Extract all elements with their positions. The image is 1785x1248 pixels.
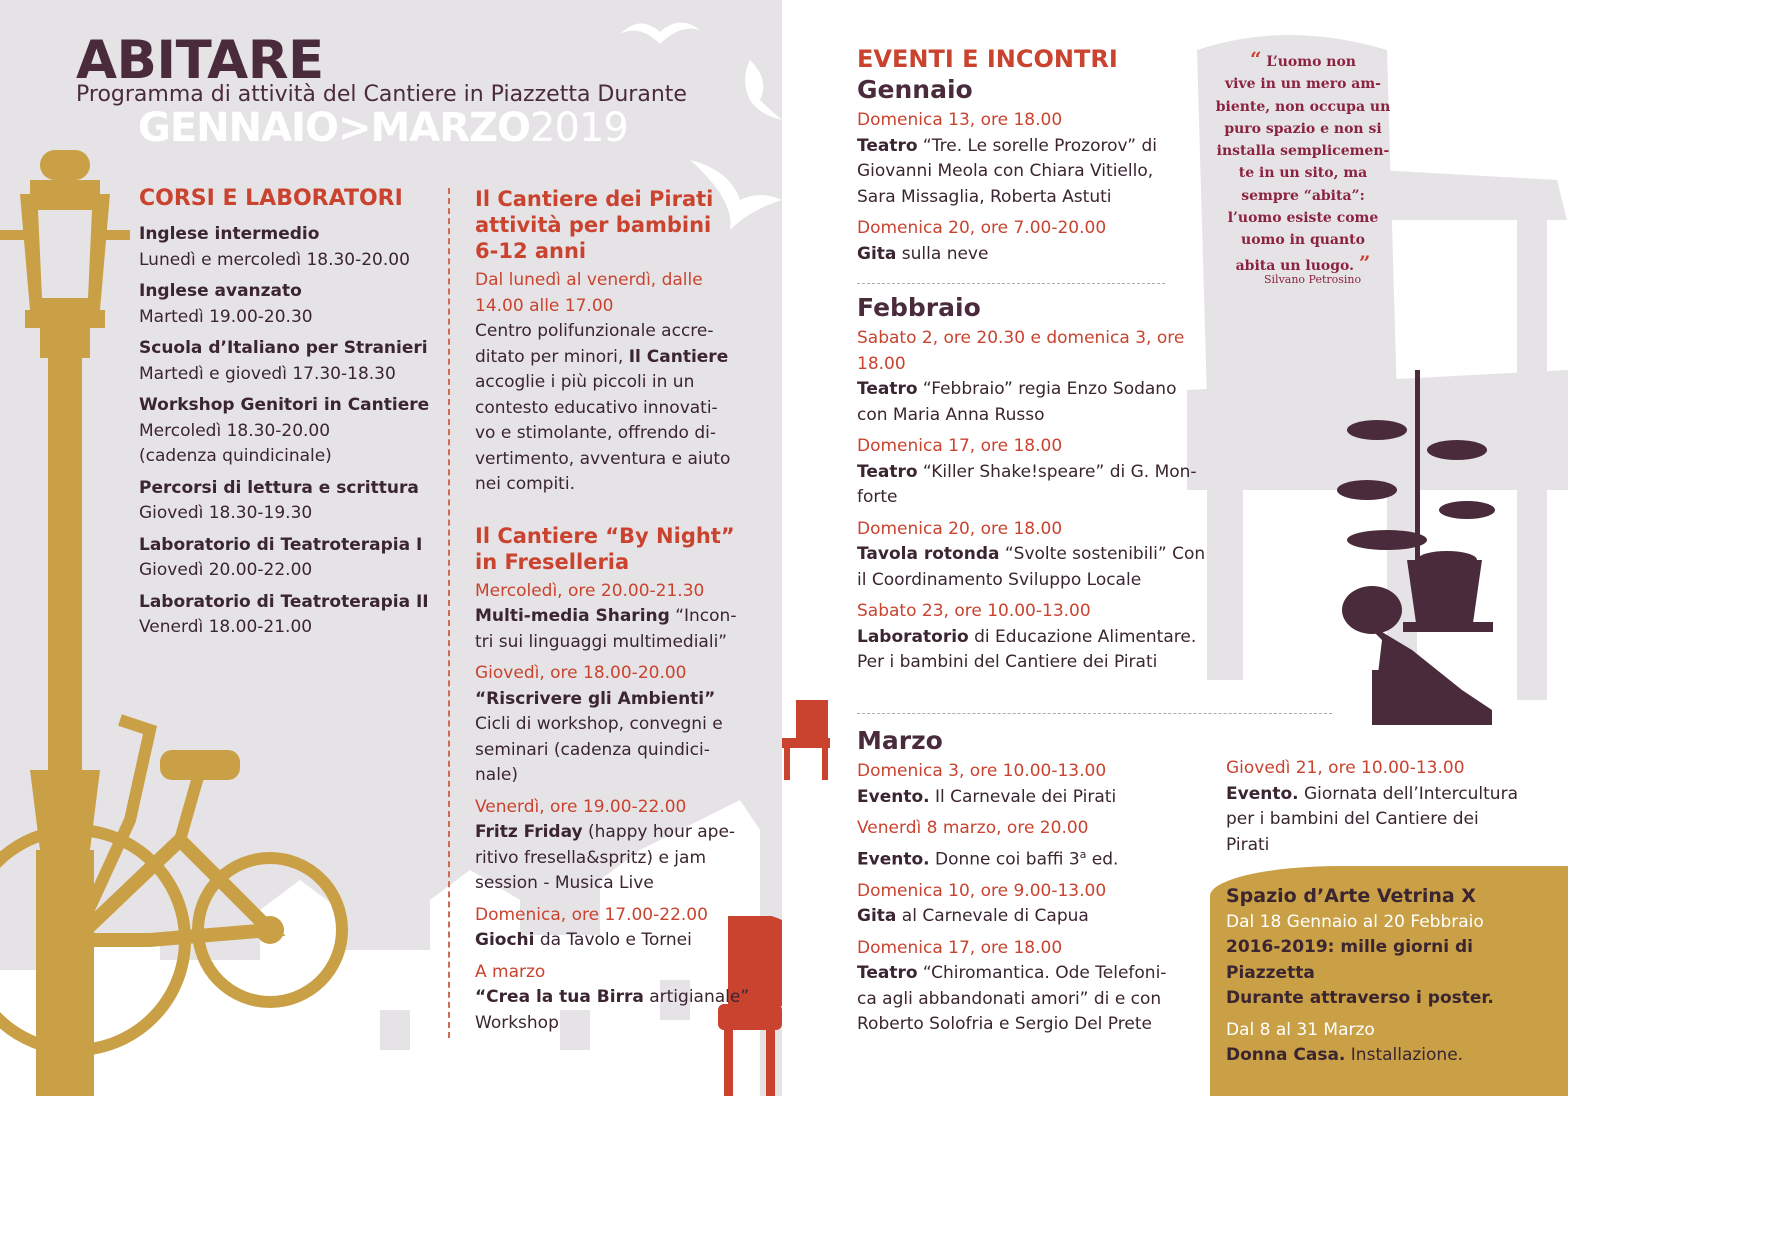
date-range-year: 2019 [530,105,628,151]
event-text: sulla neve [896,243,989,264]
event-when: Domenica 20, ore 7.00-20.00 [857,218,1107,238]
quote-text: L’uomo non [1266,54,1356,70]
course-item [139,476,439,527]
event-line: tri sui linguaggi multimediali” [475,631,728,652]
quote-line [1208,48,1398,73]
event-when: Giovedì, ore 18.00-20.00 [475,663,687,683]
month-title-febbraio: Febbraio [857,293,981,322]
art-exhibit-line [1226,1043,1561,1069]
course-item [139,279,439,330]
event-text: “Killer Shake!speare” di G. Mon- [917,461,1197,482]
event-text: da Tavolo e Tornei [534,930,692,950]
event-sup: a [1079,847,1087,861]
event-item [857,216,1207,267]
event-when: Domenica 10, ore 9.00-13.00 [857,880,1107,901]
course-time: Martedì 19.00-20.30 [139,306,313,327]
pirates-desc-line: vertimento, avventura e aiuto [475,448,731,469]
pirates-desc-line: nei compiti. [475,474,575,494]
bynight-event [475,661,775,789]
bynight-event [475,579,775,656]
event-item [857,517,1207,594]
event-line: per i bambini del Cantiere dei [1226,809,1479,829]
event-text: “Svolte sostenibili” Con [999,544,1206,564]
event-text: ed. [1086,849,1119,870]
event-item [857,816,1207,873]
event-text: (happy hour ape- [582,822,736,842]
event-line: il Coordinamento Sviluppo Locale [857,569,1142,590]
event-text: Il Carnevale dei Pirati [929,786,1117,807]
pirates-desc-line: Centro polifunzionale accre- [475,321,714,341]
event-line [1226,782,1556,808]
month-title-marzo: Marzo [857,726,943,755]
course-time: Giovedì 18.30-19.30 [139,503,313,523]
quote-author: Silvano Petrosino [1264,273,1362,286]
event-line [857,785,1207,811]
section-divider [857,713,1332,714]
pirates-when-line: 14.00 alle 17.00 [475,295,614,316]
event-title: Evento. [857,786,930,807]
date-range-months: GENNAIO>MARZO [138,105,531,151]
pirates-desc-bold: Il Cantiere [628,346,729,367]
event-title: Gita [857,906,897,927]
event-text: “Incon- [669,606,737,626]
quote-line: installa semplicemen- [1216,143,1390,160]
event-title: Teatro [857,135,918,156]
event-line: seminari (cadenza quindici- [475,739,710,760]
event-line: Giovanni Meola con Chiara Vitiello, [857,161,1154,181]
course-time: Venerdì 18.00-21.00 [139,617,313,637]
quote-block [1208,48,1398,277]
quote-close-mark: ” [1358,250,1371,275]
quote-line: biente, non occupa un [1215,98,1391,115]
event-line [857,542,1207,568]
course-name: Workshop Genitori in Cantiere [139,395,430,415]
course-time: Martedì e giovedì 17.30-18.30 [139,363,396,384]
event-when: Domenica 20, ore 18.00 [857,518,1063,539]
event-when: A marzo [475,961,546,982]
event-item [857,108,1207,210]
pirates-desc-line: contesto educativo innovati- [475,397,718,418]
event-title: “Crea la tua Birra [475,987,644,1007]
pirates-heading-line: attività per bambini [475,213,712,237]
art-space-title: Spazio d’Arte Vetrina X [1226,885,1476,907]
events-section [857,44,1207,273]
event-when: Domenica, ore 17.00-22.00 [475,904,708,925]
course-time: Lunedì e mercoledì 18.30-20.00 [139,249,410,270]
pirates-heading-line: Il Cantiere dei Pirati [475,187,714,211]
event-line [857,460,1207,486]
events-febbraio [857,292,1207,682]
course-item [139,222,439,273]
event-when: Domenica 13, ore 18.00 [857,110,1063,130]
pirates-when-line: Dal lunedì al venerdì, dalle [475,270,703,290]
event-item [857,936,1207,1038]
event-text: Giornata dell’Intercultura [1298,783,1518,804]
event-title: Laboratorio [857,626,969,647]
art-date: Dal 8 al 31 Marzo [1226,1019,1375,1040]
event-item [857,326,1207,428]
small-red-chair-icon [782,700,830,780]
course-time: Giovedì 20.00-22.00 [139,560,313,580]
course-name: Laboratorio di Teatroterapia II [139,591,429,612]
event-text: artigianale” [643,987,750,1007]
event-line: ca agli abbandonati amori” di e con [857,988,1162,1009]
course-name: Inglese avanzato [139,281,302,301]
event-text: “Chiromantica. Ode Telefoni- [917,963,1167,984]
pirates-desc-line [475,345,775,371]
event-item [857,759,1207,810]
art-space-content [1226,884,1561,1069]
course-name: Laboratorio di Teatroterapia I [139,534,423,555]
pirates-heading-line: 6-12 anni [475,239,587,263]
month-title-gennaio: Gennaio [857,75,973,104]
event-title: Giochi [475,930,535,950]
course-name: Scuola d’Italiano per Stranieri [139,338,428,358]
seagull-icon [620,14,700,54]
course-note: (cadenza quindicinale) [139,446,332,466]
bicycle-illustration [0,690,350,1096]
course-item [139,393,439,470]
course-name: Inglese intermedio [139,224,320,244]
event-line [857,625,1207,651]
event-when: 18.00 [857,353,906,374]
event-when: Sabato 2, ore 20.30 e domenica 3, ore [857,328,1185,348]
art-date: Dal 18 Gennaio al 20 Febbraio [1226,911,1484,932]
course-time: Mercoledì 18.30-20.00 [139,420,331,441]
event-item [857,434,1207,511]
event-text: di Educazione Alimentare. [968,626,1197,647]
date-range [138,106,628,150]
event-text: Donne coi baffi 3 [929,849,1080,870]
pirates-heading [475,186,775,264]
pirates-desc-line: accoglie i più piccoli in un [475,372,695,392]
course-item [139,336,439,387]
quote-open-mark: “ [1250,47,1262,71]
event-line [475,820,775,846]
event-when: Domenica 3, ore 10.00-13.00 [857,761,1107,781]
event-when: Mercoledì, ore 20.00-21.30 [475,580,705,601]
event-title: “Riscrivere gli Ambienti” [475,688,716,709]
event-line [475,928,775,954]
art-exhibit-line: Durante attraverso i poster. [1226,988,1494,1008]
event-title: Gita [857,243,897,264]
event-when: Domenica 17, ore 18.00 [857,937,1063,958]
column-divider [448,188,450,1038]
event-line [857,904,1207,930]
event-line: Workshop [475,1012,559,1033]
event-line [475,985,775,1011]
bynight-heading-line: Il Cantiere “By Night” [475,523,735,548]
bynight-heading [475,523,775,575]
event-text: “Febbraio” regia Enzo Sodano [917,379,1177,399]
event-title: Teatro [857,379,918,399]
event-line [857,842,1207,873]
events-marzo [857,725,1207,1044]
quote-text: abita un luogo. [1235,257,1355,274]
event-when: Venerdì, ore 19.00-22.00 [475,796,687,817]
event-text: “Tre. Le sorelle Prozorov” di [917,135,1157,156]
art-exhibit-title: Donna Casa. [1226,1045,1346,1065]
event-title: Evento. [857,849,930,870]
pirates-desc-line: vo e stimolante, offrendo di- [475,423,716,443]
quote-line: vive in un mero am- [1225,76,1381,93]
event-line: con Maria Anna Russo [857,404,1045,425]
event-line [857,961,1207,987]
quote-line: l’uomo esiste come [1227,210,1379,227]
event-title: Evento. [1226,783,1299,804]
event-line: Per i bambini del Cantiere dei Pirati [857,652,1158,672]
page-title: ABITARE [76,30,324,91]
seagull-icon [740,60,782,120]
event-title: Tavola rotonda [857,544,1000,564]
bynight-heading-line: in Freselleria [475,549,630,574]
dog-illustration [1342,580,1502,730]
event-line: ritivo fresella&spritz) e jam [475,847,707,868]
event-line [857,242,1207,268]
event-line: session - Musica Live [475,873,654,893]
course-item [139,590,439,641]
pirates-desc-text: ditato per minori, [475,346,629,367]
courses-section [139,186,439,647]
event-line: forte [857,487,898,507]
pirates-section [475,186,775,1042]
art-exhibit-line: 2016-2019: mille giorni di Piazzetta [1226,937,1473,983]
pirates-description [475,319,775,498]
event-line: Cicli di workshop, convegni e [475,714,723,734]
event-line: Sara Missaglia, Roberta Astuti [857,186,1112,207]
event-line [857,377,1207,403]
event-title: Fritz Friday [475,822,583,842]
course-item [139,533,439,584]
event-line: Roberto Solofria e Sergio Del Prete [857,1014,1152,1035]
quote-line: sempre “abita”: [1241,187,1365,204]
courses-heading: CORSI E LABORATORI [139,186,403,211]
bynight-event [475,903,775,954]
event-line [475,604,775,630]
event-when: Domenica 17, ore 18.00 [857,436,1063,456]
pirates-when [475,268,775,319]
art-exhibit-text: Installazione. [1345,1045,1464,1065]
section-divider [857,283,1165,284]
event-when: Venerdì 8 marzo, ore 20.00 [857,818,1089,838]
course-name: Percorsi di lettura e scrittura [139,477,419,498]
event-item [857,879,1207,930]
event-item [857,599,1207,676]
events-heading: EVENTI E INCONTRI [857,45,1118,73]
event-when: Giovedì 21, ore 10.00-13.00 [1226,758,1465,778]
event-title: Teatro [857,461,918,482]
bynight-event [475,795,775,897]
event-item [1226,756,1556,858]
event-when: Sabato 23, ore 10.00-13.00 [857,601,1091,621]
event-line [857,134,1207,160]
event-title: Teatro [857,963,918,984]
bynight-event [475,960,775,1037]
quote-line: uomo in quanto [1241,232,1365,249]
event-title: Multi-media Sharing [475,606,670,626]
page-subtitle: Programma di attività del Cantiere in Piazzetta Durante [76,82,687,107]
event-line: nale) [475,765,519,785]
quote-line: te in un sito, ma [1238,165,1368,182]
event-text: al Carnevale di Capua [896,906,1089,927]
quote-line: puro spazio e non si [1224,120,1382,137]
event-line: Pirati [1226,834,1270,855]
